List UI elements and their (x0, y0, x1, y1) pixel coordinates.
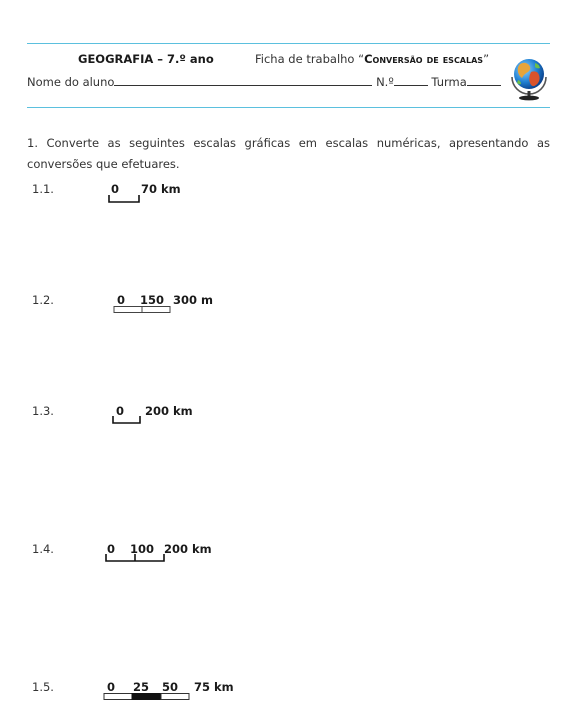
worksheet-title-prefix: Ficha de trabalho “ (255, 52, 365, 66)
number-field[interactable] (394, 74, 428, 86)
item-number: 1.2. (32, 293, 54, 307)
question-text: 1. Converte as seguintes escalas gráficas em escalas numéricas, apresentando as conversões que efetuares. (27, 136, 550, 171)
class-label: Turma (431, 75, 467, 89)
scale-label: 75 km (194, 680, 234, 694)
worksheet-title-suffix: ” (483, 52, 490, 66)
item-number: 1.4. (32, 542, 54, 556)
worksheet-title-main: Conversão de escalas (364, 52, 484, 66)
scale-label: 300 m (173, 293, 213, 307)
item-number: 1.5. (32, 680, 54, 694)
graphic-scale-bar (102, 692, 194, 704)
name-label: Nome do aluno (27, 75, 115, 89)
item-number: 1.1. (32, 182, 54, 196)
scale-label: 70 km (141, 182, 181, 196)
header-top-rule (27, 43, 550, 44)
class-field[interactable] (467, 74, 501, 86)
graphic-scale-bar (112, 305, 174, 317)
header-bottom-rule (27, 107, 550, 108)
scale-label: 200 km (164, 542, 212, 556)
scale-label: 0 (111, 182, 120, 196)
worksheet-title (255, 52, 489, 66)
scale-label: 0 (117, 293, 126, 307)
student-info-row (27, 74, 501, 89)
number-label: N.º (376, 75, 394, 89)
scale-label: 25 (133, 680, 150, 694)
scale-label: 150 (140, 293, 165, 307)
scale-label: 100 (130, 542, 155, 556)
subject-title: GEOGRAFIA – 7.º ano (78, 52, 214, 66)
scale-label: 0 (107, 542, 116, 556)
graphic-scale-bar (105, 193, 145, 205)
graphic-scale-bar (109, 414, 145, 426)
graphic-scale-bar (103, 552, 167, 564)
item-number: 1.3. (32, 404, 54, 418)
name-field[interactable] (114, 74, 372, 86)
scale-label: 50 (162, 680, 179, 694)
globe-icon (508, 53, 550, 101)
scale-label: 0 (107, 680, 116, 694)
scale-label: 0 (116, 404, 125, 418)
scale-label: 200 km (145, 404, 193, 418)
